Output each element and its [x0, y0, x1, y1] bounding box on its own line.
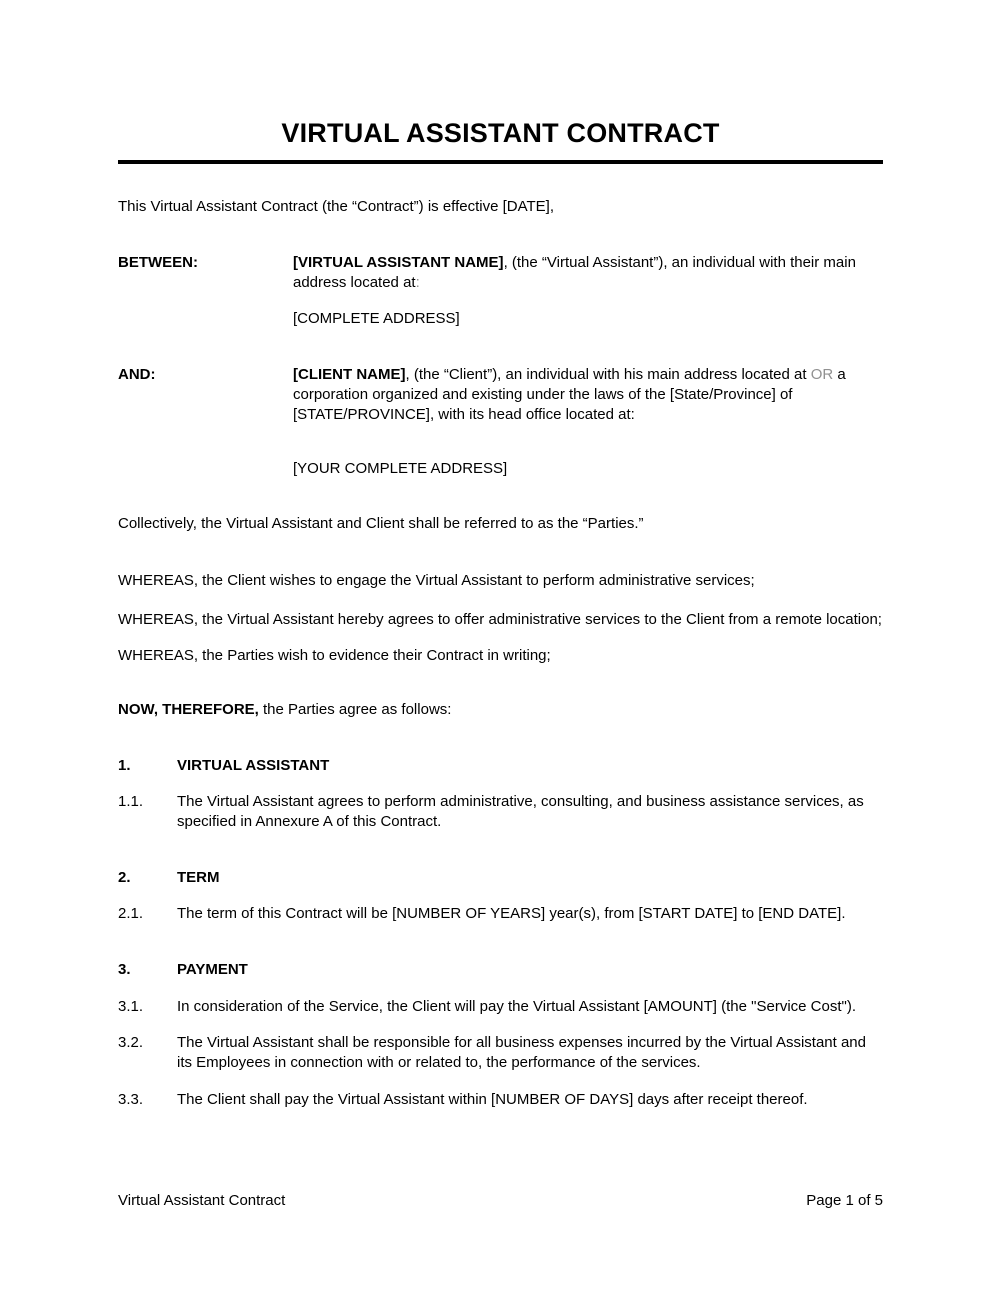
whereas-clause-3: WHEREAS, the Parties wish to evidence their Contract in writing; — [118, 647, 551, 664]
clause-text: The Virtual Assistant shall be responsible for all business expenses incurred by the Virtual Assistant and its Employees in connection with or related to, the performance of the services. — [177, 1034, 866, 1071]
clause-3-1 — [118, 997, 883, 1017]
section-heading-payment — [118, 960, 883, 980]
section-number: 2. — [118, 869, 131, 886]
footer-page-number: Page 1 of 5 — [806, 1192, 883, 1209]
between-text-rest: , (the “Virtual Assistant”), an individual with their main address located at — [293, 254, 856, 291]
clause-number: 2.1. — [118, 905, 144, 922]
now-therefore-bold: NOW, THEREFORE, — [118, 701, 259, 718]
client-name-placeholder: [CLIENT NAME] — [293, 366, 406, 383]
and-text — [293, 365, 883, 425]
clause-2-1 — [118, 904, 883, 924]
collectively-paragraph: Collectively, the Virtual Assistant and Client shall be referred to as the “Parties.” — [118, 515, 644, 532]
clause-text: The term of this Contract will be [NUMBER OF YEARS] year(s), from [START DATE] to [END DATE]. — [177, 905, 846, 922]
clause-3-3 — [118, 1090, 883, 1110]
section-heading-term — [118, 868, 883, 888]
clause-text: In consideration of the Service, the Client will pay the Virtual Assistant [AMOUNT] (the "Service Cost"). — [177, 998, 856, 1015]
complete-address-placeholder: [COMPLETE ADDRESS] — [293, 310, 460, 327]
between-address-block — [118, 309, 883, 329]
document-title: VIRTUAL ASSISTANT CONTRACT — [281, 118, 720, 148]
between-gray-colon: : — [415, 274, 420, 291]
section-number: 1. — [118, 757, 131, 774]
and-text-before-or: , (the “Client”), an individual with his main address located at — [405, 366, 811, 383]
between-block — [118, 253, 883, 293]
footer-document-name: Virtual Assistant Contract — [118, 1192, 286, 1209]
whereas-clause-2: WHEREAS, the Virtual Assistant hereby agrees to offer administrative services to the Client from a remote location; — [118, 611, 882, 628]
clause-number: 3.3. — [118, 1091, 144, 1108]
section-number: 3. — [118, 961, 131, 978]
section-heading-virtual-assistant — [118, 756, 883, 776]
clause-number: 3.2. — [118, 1034, 144, 1051]
whereas-clause-1: WHEREAS, the Client wishes to engage the Virtual Assistant to perform administrative services; — [118, 572, 755, 589]
now-therefore-paragraph — [118, 700, 883, 720]
section-title: TERM — [177, 869, 220, 886]
and-block — [118, 365, 883, 425]
page-footer — [118, 1191, 883, 1211]
between-label: BETWEEN: — [118, 254, 198, 271]
clause-text: The Client shall pay the Virtual Assistant within [NUMBER OF DAYS] days after receipt thereof. — [177, 1091, 808, 1108]
and-label: AND: — [118, 366, 156, 383]
and-text-after-or: a corporation organized and existing under the laws of the [State/Province] of [STATE/PROVINCE], with its head office located at: — [293, 366, 846, 423]
or-word: OR — [810, 366, 834, 383]
between-text — [293, 253, 883, 293]
virtual-assistant-name-placeholder: [VIRTUAL ASSISTANT NAME] — [293, 254, 504, 271]
clause-1-1 — [118, 792, 883, 832]
clause-3-2 — [118, 1033, 883, 1073]
intro-paragraph: This Virtual Assistant Contract (the “Contract”) is effective [DATE], — [118, 198, 554, 215]
your-complete-address-placeholder: [YOUR COMPLETE ADDRESS] — [293, 460, 508, 477]
clause-number: 1.1. — [118, 793, 144, 810]
section-title: VIRTUAL ASSISTANT — [177, 757, 330, 774]
clause-number: 3.1. — [118, 998, 144, 1015]
now-therefore-rest: the Parties agree as follows: — [258, 701, 452, 718]
and-address-block — [118, 459, 883, 479]
title-divider — [118, 160, 883, 164]
clause-text: The Virtual Assistant agrees to perform administrative, consulting, and business assistance services, as specified in Annexure A of this Contract. — [177, 793, 864, 830]
section-title: PAYMENT — [177, 961, 248, 978]
